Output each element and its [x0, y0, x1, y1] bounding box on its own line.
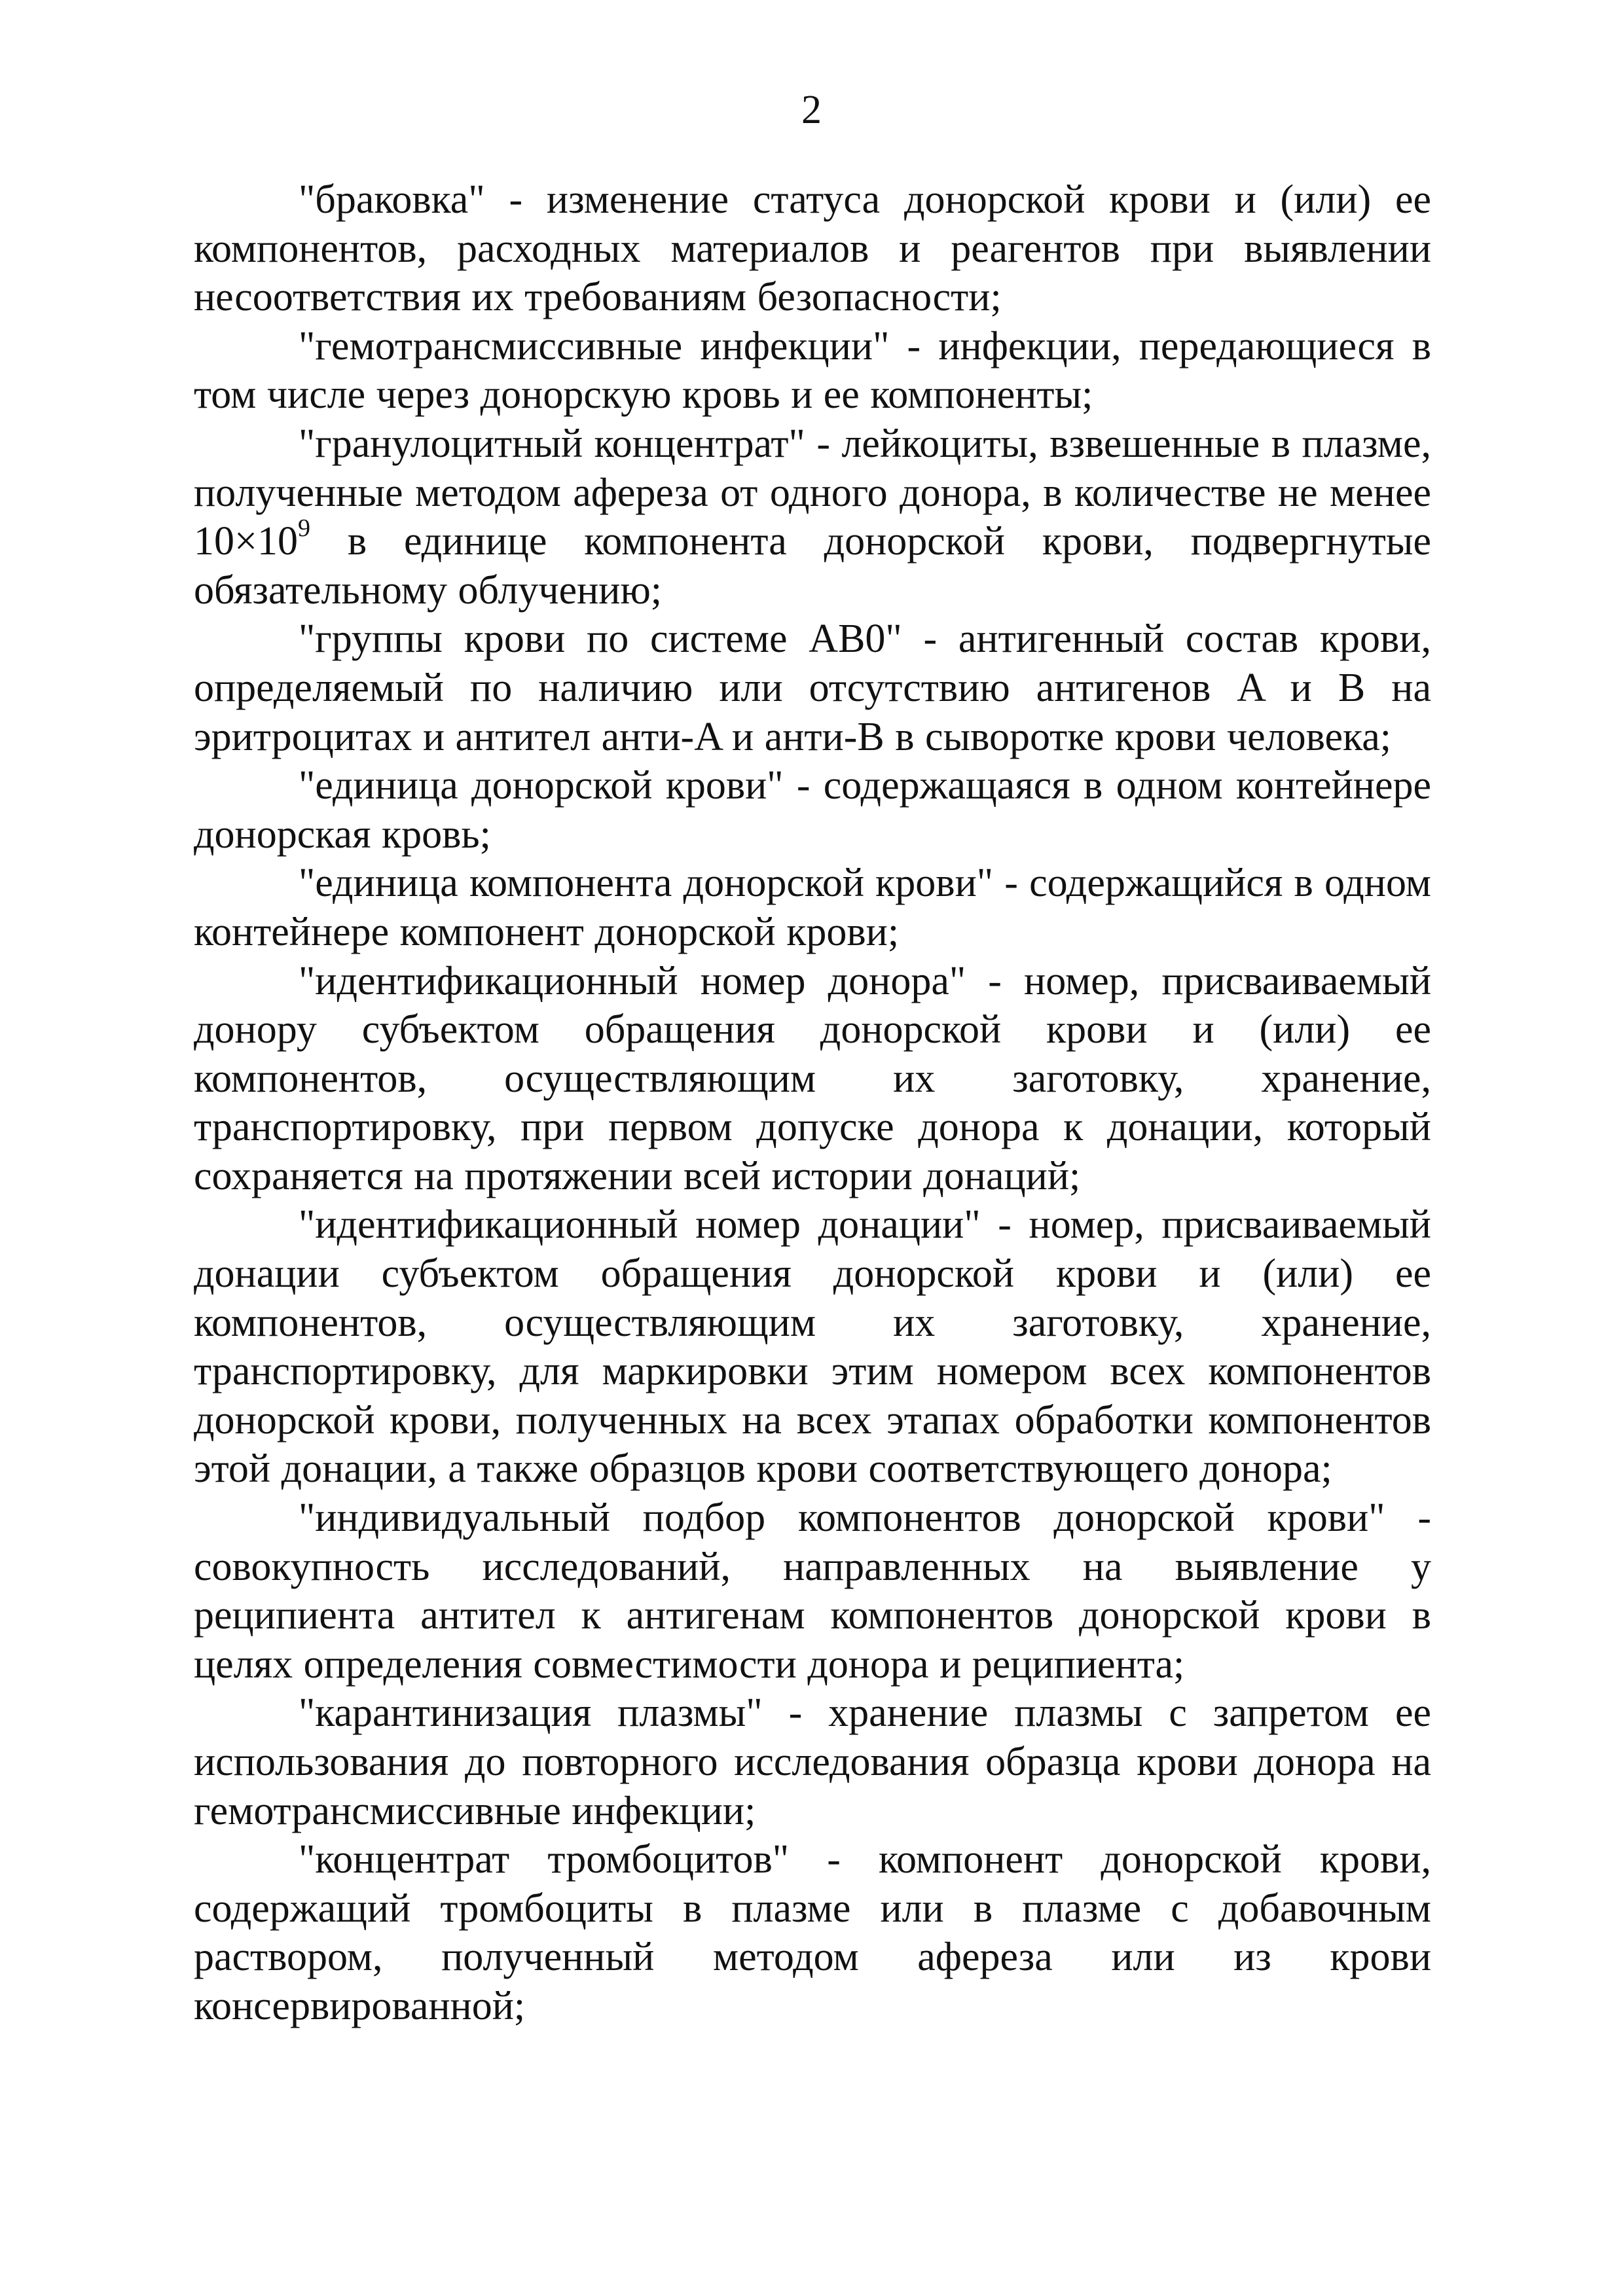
definition-blood-groups-ab0: "группы крови по системе AB0" - антигенный состав крови, определяемый по наличию или отсутствию антигенов A и B на эритроцитах и антител анти-A и анти-B в сыворотке крови человека; — [194, 617, 1431, 759]
definition-plasma-quarantine: "карантинизация плазмы" - хранение плазмы с запретом ее использования до повторного исследования образца крови донора на гемотрансмиссивные инфекции; — [194, 1691, 1431, 1833]
definition-text-part: в единице компонента донорской крови, подвергнутые обязательному облучению; — [194, 519, 1431, 613]
document-body — [194, 175, 1431, 2031]
definition-donor-blood-unit: "единица донорской крови" - содержащаяся в одном контейнере донорская кровь; — [194, 763, 1431, 857]
definition-blood-component-unit: "единица компонента донорской крови" - содержащийся в одном контейнере компонент донорской крови; — [194, 861, 1431, 954]
definition-donation-id-number: "идентификационный номер донации" - номер, присваиваемый донации субъектом обращения донорской крови и (или) ее компонентов, осуществляющим их заготовку, хранение, транспортировку, для маркировки этим номером всех компонентов донорской крови, полученных на всех этапах обработки компонентов этой донации, а также образцов крови соответствующего донора; — [194, 1202, 1431, 1492]
superscript-exponent: 9 — [297, 514, 310, 543]
definition-donor-id-number: "идентификационный номер донора" - номер, присваиваемый донору субъектом обращения донорской крови и (или) ее компонентов, осуществляющим их заготовку, хранение, транспортировку, при первом допуске донора к донации, который сохраняется на протяжении всей истории донаций; — [194, 958, 1431, 1198]
definition-individual-selection: "индивидуальный подбор компонентов донорской крови" - совокупность исследований, направленных на выявление у реципиента антител к антигенам компонентов донорской крови в целях определения совместимости донора и реципиента; — [194, 1496, 1431, 1687]
page-number: 2 — [801, 88, 822, 132]
definition-hemotransmissive-infections: "гемотрансмиссивные инфекции" - инфекции, передающиеся в том числе через донорскую кровь и ее компоненты; — [194, 323, 1431, 418]
definition-platelet-concentrate: "концентрат тромбоцитов" - компонент донорской крови, содержащий тромбоциты в плазме или в плазме с добавочным раствором, полученный методом афереза или из крови консервированной; — [194, 1837, 1431, 2028]
definition-text-part: "гранулоцитный концентрат" - лейкоциты, взвешенные в плазме, полученные методом афереза от одного донора, в количестве не менее 10×10 — [194, 421, 1431, 564]
definition-granulocyte-concentrate — [194, 420, 1431, 615]
definition-brakovka: "браковка" - изменение статуса донорской крови и (или) ее компонентов, расходных материалов и реагентов при выявлении несоответствия их требованиям безопасности; — [194, 177, 1431, 320]
